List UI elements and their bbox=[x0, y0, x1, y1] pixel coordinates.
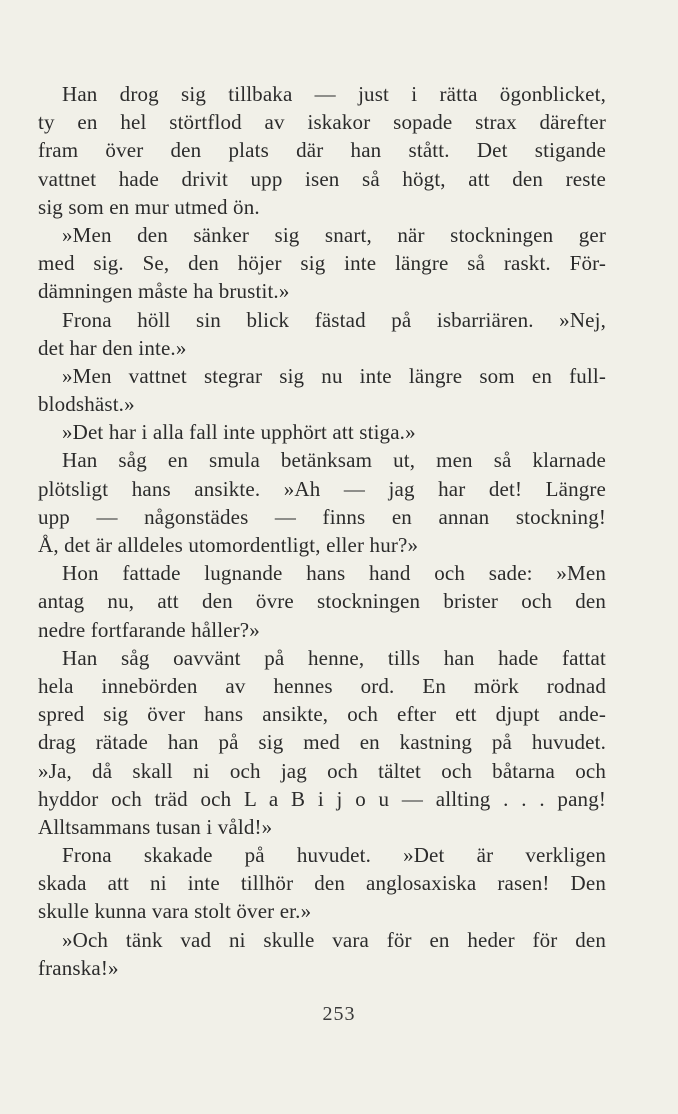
text-line: spred sig över hans ansikte, och efter ett djupt ande- bbox=[38, 702, 606, 727]
text-line: »Men vattnet stegrar sig nu inte längre som en full- bbox=[62, 363, 606, 388]
text-line: skulle kunna vara stolt över er.» bbox=[38, 899, 312, 924]
text-line: Hon fattade lugnande hans hand och sade: »Men bbox=[62, 561, 606, 586]
text-line: Alltsammans tusan i våld!» bbox=[38, 814, 273, 839]
text-line: antag nu, att den övre stockningen brister och den bbox=[38, 589, 606, 614]
text-line: vattnet hade drivit upp isen så högt, att den reste bbox=[38, 166, 606, 191]
text-line: det har den inte.» bbox=[38, 335, 187, 360]
text-line: drag rätade han på sig med en kastning på huvudet. bbox=[38, 730, 606, 755]
text-line: franska!» bbox=[38, 955, 119, 980]
text-line: dämningen måste ha brustit.» bbox=[38, 279, 290, 304]
text-line: plötsligt hans ansikte. »Ah — jag har det! Längre bbox=[38, 476, 606, 501]
page-number: 253 bbox=[322, 1003, 356, 1025]
text-line: hela innebörden av hennes ord. En mörk rodnad bbox=[38, 673, 606, 698]
text-line: skada att ni inte tillhör den anglosaxiska rasen! Den bbox=[38, 871, 606, 896]
text-line: Han såg en smula betänksam ut, men så klarnade bbox=[62, 448, 606, 473]
text-line: Han drog sig tillbaka — just i rätta ögonblicket, bbox=[62, 82, 606, 106]
text-line: nedre fortfarande håller?» bbox=[38, 617, 260, 642]
text-line: blodshäst.» bbox=[38, 392, 135, 417]
text-line: Frona höll sin blick fästad på isbarriären. »Nej, bbox=[62, 307, 606, 332]
body-text bbox=[38, 80, 606, 982]
text-line: »Och tänk vad ni skulle vara för en heder för den bbox=[62, 927, 606, 952]
text-line: ty en hel störtflod av iskakor sopade strax därefter bbox=[38, 110, 606, 135]
text-line: »Det har i alla fall inte upphört att stiga.» bbox=[62, 420, 416, 445]
text-line: Han såg oavvänt på henne, tills han hade fattat bbox=[62, 645, 606, 670]
text-line: »Ja, då skall ni och jag och tältet och båtarna och bbox=[38, 758, 606, 783]
text-line: fram över den plats där han stått. Det stigande bbox=[38, 138, 606, 163]
text-line: »Men den sänker sig snart, när stockningen ger bbox=[62, 222, 606, 247]
text-line: Å, det är alldeles utomordentligt, eller hur?» bbox=[38, 533, 419, 557]
text-line: upp — någonstädes — finns en annan stockning! bbox=[38, 504, 606, 529]
text-line: sig som en mur utmed ön. bbox=[38, 194, 260, 219]
text-line: hyddor och träd och L a B i j o u — allting . . . pang! bbox=[38, 786, 606, 811]
text-line: Frona skakade på huvudet. »Det är verkligen bbox=[62, 843, 606, 868]
text-line: med sig. Se, den höjer sig inte längre så raskt. För- bbox=[38, 251, 606, 276]
